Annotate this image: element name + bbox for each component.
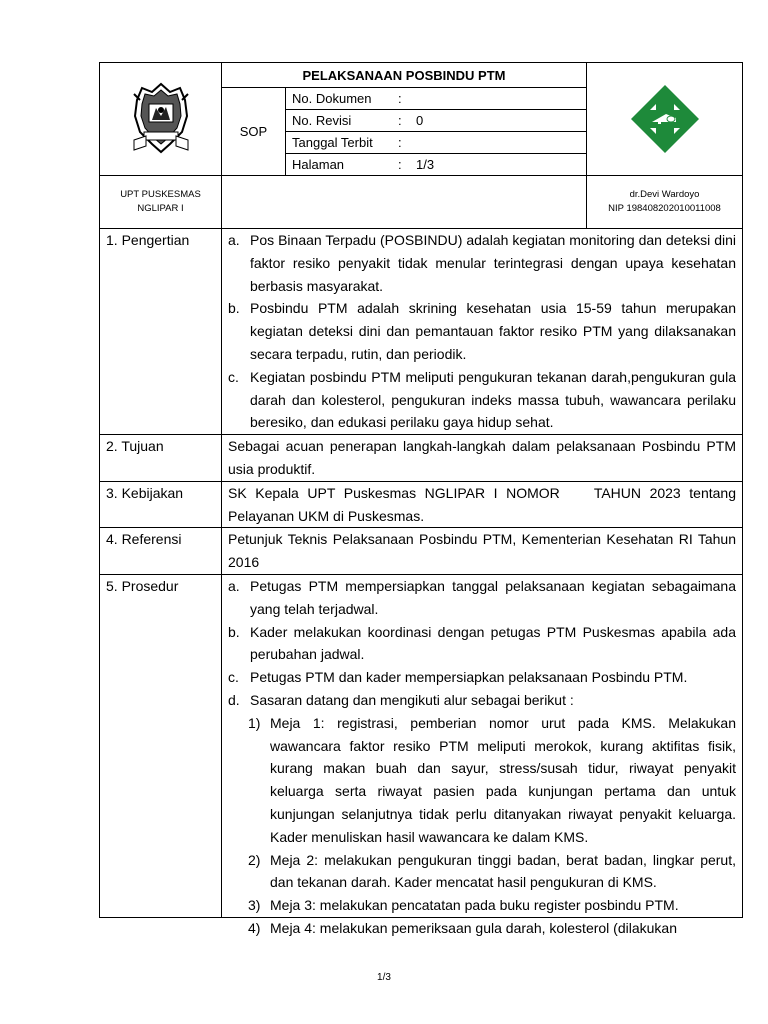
document-title: PELAKSANAAN POSBINDU PTM [222,63,587,88]
list-item: d. Sasaran datang dan mengikuti alur sebagai berikut : [228,691,574,708]
puskesmas-logo-cell [587,63,743,176]
puskesmas-logo-icon [628,82,702,156]
section-text: SK Kepala UPT Puskesmas NGLIPAR I NOMOR TAHUN 2023 tentang Pelayanan UKM di Puskesmas. [222,481,743,528]
list-item: b. Kader melakukan koordinasi dengan petugas PTM Puskesmas apabila ada perubahan jadwal. [228,623,736,663]
section-label: 2. Tujuan [100,435,222,482]
sub-list-item: 4) Meja 4: melakukan pemeriksaan gula darah, kolesterol (dilakukan [248,919,677,936]
list-item: a. Petugas PTM mempersiapkan tanggal pelaksanaan kegiatan sebagaimana yang telah terjadwal. [228,577,736,617]
list-item: c. Petugas PTM dan kader mempersiapkan pelaksanaan Posbindu PTM. [228,669,688,686]
field-no-revisi: No. Revisi : 0 [286,110,587,132]
page-number: 1/3 [377,972,391,983]
section-kebijakan [100,481,743,528]
empty-cell [222,176,587,229]
list-item: a. Pos Binaan Terpadu (POSBINDU) adalah kegiatan monitoring dan deteksi dini faktor resiko penyakit tidak menular terintegrasi dengan upaya kesehatan berbasis masyarakat. [228,232,736,294]
section-text: Sebagai acuan penerapan langkah-langkah dalam pelaksanaan Posbindu PTM usia produktif. [222,435,743,482]
sop-label: SOP [222,88,286,176]
sub-list-item: 1) Meja 1: registrasi, pemberian nomor urut pada KMS. Melakukan wawancara faktor resiko PTM meliputi merokok, kurang aktifitas fisik, kurang makan buah dan sayur, stress/susah tidur, riwayat penyakit keluarga serta riwayat pasien pada kunjungan pertama dan untuk kunjungan selanjutnya tidak perlu ditanyakan riwayat penyakit keluarga. Kader menuliskan hasil wawancara ke dalam KMS. [248,714,736,845]
sop-document [99,62,742,936]
header-table [99,62,743,229]
list-item: c. Kegiatan posbindu PTM meliputi pengukuran tekanan darah,pengukuran gula darah dan kolesterol, pengukuran indeks massa tubuh, wawancara perilaku beresiko, dan edukasi perilaku gaya hidup sehat. [228,368,736,431]
list-item: b. Posbindu PTM adalah skrining kesehatan usia 15-59 tahun merupakan kegiatan deteksi dini dan pemantauan faktor resiko PTM yang dilaksanakan secara terpadu, rutin, dan periodik. [228,300,736,362]
section-label: 3. Kebijakan [100,481,222,528]
field-no-dokumen: No. Dokumen : [286,88,587,110]
section-pengertian [100,229,743,435]
section-text: Petunjuk Teknis Pelaksanaan Posbindu PTM, Kementerian Kesehatan RI Tahun 2016 [222,528,743,575]
section-tujuan [100,435,743,482]
regency-emblem-cell [100,63,222,176]
regency-emblem-icon [130,80,192,158]
signer-block: dr.Devi Wardoyo NIP 198408202010011008 [587,176,743,229]
section-label: 4. Referensi [100,528,222,575]
section-label: 1. Pengertian [100,229,222,435]
sub-list-item: 3) Meja 3: melakukan pencatatan pada buku register posbindu PTM. [248,897,679,914]
field-tanggal-terbit: Tanggal Terbit : [286,132,587,154]
section-referensi [100,528,743,575]
content-table [99,228,743,936]
section-prosedur [100,574,743,917]
organization-name: UPT PUSKESMAS NGLIPAR I [100,176,222,229]
field-halaman: Halaman : 1/3 [286,154,587,176]
section-label: 5. Prosedur [100,574,222,917]
sub-list-item: 2) Meja 2: melakukan pengukuran tinggi badan, berat badan, lingkar perut, dan tekanan darah. Kader mencatat hasil pengukuran di KMS. [248,851,736,891]
